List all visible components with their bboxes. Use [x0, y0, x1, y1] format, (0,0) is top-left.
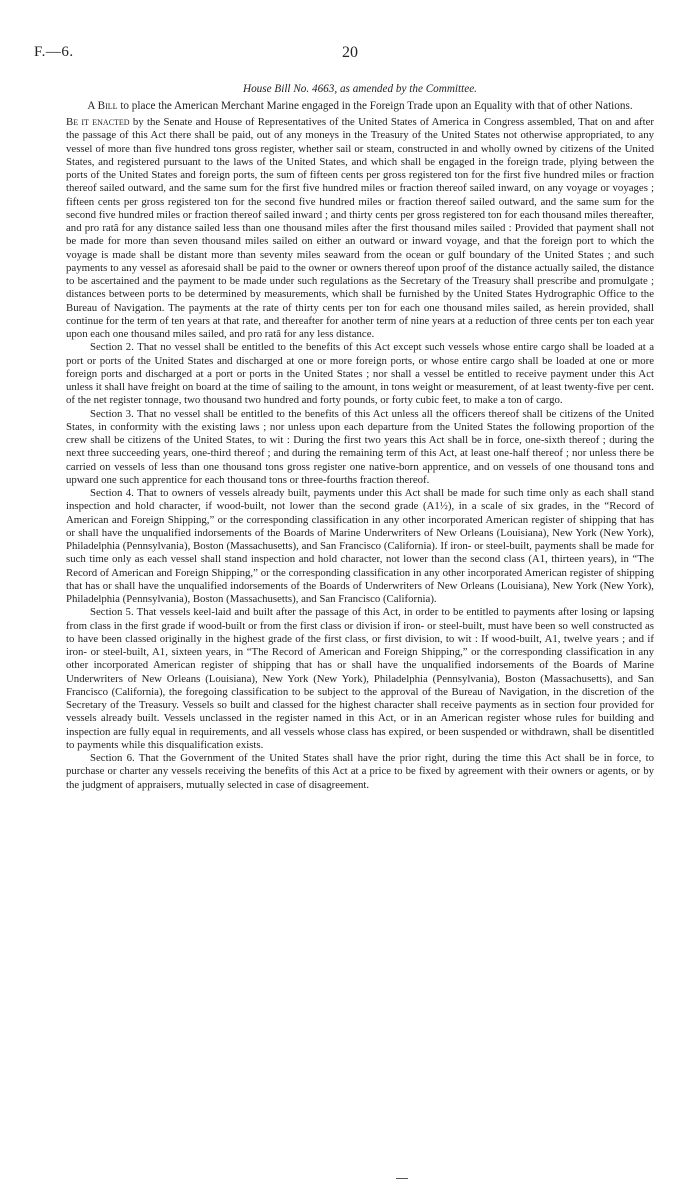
enacting-clause: Be it enacted [66, 116, 130, 128]
bill-title [66, 99, 654, 114]
page-number: 20 [342, 44, 358, 61]
bill-caption: House Bill No. 4663, as amended by the Committee. [243, 83, 477, 95]
section-5: Section 5. That vessels keel-laid and built after the passage of this Act, in order to be entitled to payments after losing or lapsing from class in the first grade if wood-built or from the first class or division if iron- or steel-built, must have been so well constructed as to have been classed originally in the highest grade of the first class, or first division, to wit : If wood-built, A1, twelve years ; and if iron- or steel-built, A1, sixteen years, in “The Record of American and Foreign Shipping,” or the corresponding classification in any other incorporated American register of shipping that has or shall have the unqualified indorsements of the Boards of Marine Underwriters of New Orleans (Louisiana), New York (New York), Philadelphia (Pennsylvania), Boston (Massachusetts), and San Francisco (California), the foregoing classification to be subject to the approval of the Bureau of Navigation, in the discretion of the Secretary of the Treasury. Vessels so built and classed for the highest character shall receive payments as in section four provided for vessels already built. Vessels unclassed in the register named in this Act, or in an American register whose rules for building and inspection are fully equal in requirements, and all vessels whose class has expired, or been suspended or withdrawn, shall be disentitled to payments while this disqualification exists. [66, 606, 654, 751]
section-1-text: by the Senate and House of Representatives of the United States of America in Congress assembled, That on and after the passage of this Act there shall be paid, out of any moneys in the Treasury of the United States not otherwise appropriated, to any vessel of more than five hundred tons gross register, whether sail or steam, constructed in and wholly owned by citizens of the United States, and registered pursuant to the laws of the United States, and which shall be engaged in the foreign trade, plying between the ports of the United States and foreign ports, the sum of fifteen cents per gross registered ton for the first five hundred miles or fraction thereof sailed outward, and the same sum for the first five hundred miles or fraction thereof sailed inward, on any voyage or voyages ; fifteen cents per gross registered ton for the second five hundred miles or fraction thereof sailed outward, and the same sum for the second five hundred miles or fraction thereof sailed inward ; and thirty cents per gross registered ton for each thousand miles thereafter, and pro ratâ for any distance sailed less than one thousand miles after the first thousand miles sailed : Provided that payment shall not be made for more than seven thousand miles sailed on either an outward or inward voyage, and that the foreign port to which the voyage is made shall be distant more than seventy miles seaward from the ocean or gulf boundary of the United States ; and such payments to any vessel as aforesaid shall be paid to the owner or owners thereof upon proof of the distance actually sailed, the distance to be ascertained and the payment to be made under such regulations as the Secretary of the Treasury shall prescribe and promulgate ; distances between ports to be determined by measurements, which shall be furnished by the United States Hydrographic Office to the Bureau of Navigation. The payments at the rate of thirty cents per ton for each one thousand miles sailed, as herein provided, shall continue for the term of ten years at that rate, and thereafter for another term of nine years at a reduction of three cents per ton each year upon each one thousand miles sailed, and pro ratâ for any less distance. [66, 116, 654, 340]
section-3: Section 3. That no vessel shall be entitled to the benefits of this Act unless all the officers thereof shall be citizens of the United States, in conformity with the existing laws ; nor unless upon each departure from the United States the following proportion of the crew shall be citizens of the United States, to wit : During the first two years this Act shall be in force, one-sixth thereof ; during the next three succeeding years, one-third thereof ; and during the remaining term of this Act, at least one-half thereof ; nor unless there be carried on vessels of less than one thousand tons gross register one native-born apprentice, and on vessels of one thousand tons and upward one such apprentice for each thousand tons or three-fourths fraction thereof. [66, 407, 654, 486]
enacting-paragraph [66, 116, 654, 341]
document-reference: F.—6. [34, 44, 74, 60]
bill-text [66, 82, 654, 792]
section-6: Section 6. That the Government of the United States shall have the prior right, during the time this Act shall be in force, to purchase or charter any vessels receiving the benefits of this Act at a price to be fixed by agreement with their owners or agents, or by the judgment of appraisers, mutually selected in case of disagreement. [66, 752, 654, 791]
section-4: Section 4. That to owners of vessels already built, payments under this Act shall be made for such time only as each shall stand inspection and hold character, if wood-built, not lower than the second grade (A1½), in a scale of six grades, in the “Record of American and Foreign Shipping,” or the corresponding classification in any other incorporated American register of shipping that has or shall have the unqualified indorsements of the Boards of Marine Underwriters of New Orleans (Louisiana), New York (New York), Philadelphia (Pennsylvania), Boston (Massachusetts), and San Francisco (California). If iron- or steel-built, payments shall be made for such time only as each vessel shall stand inspection and hold character, not lower than the second class (A1, thirteen years), in “The Record of American and Foreign Shipping,” or the corresponding classification in any other incorporated American register of shipping that has or shall have the unqualified indorsements of the Boards of Underwriters of New Orleans (Louisiana), New York (New York), Philadelphia (Pennsylvania), Boston (Massachusetts), and San Francisco (California). [66, 487, 654, 605]
bill-title-rest: to place the American Merchant Marine engaged in the Foreign Trade upon an Equality with that of other Nations. [120, 100, 633, 112]
bill-title-lead: A Bill [87, 100, 118, 112]
footer-mark [396, 1178, 408, 1179]
page-header [34, 44, 666, 66]
section-2: Section 2. That no vessel shall be entitled to the benefits of this Act except such vessels whose entire cargo shall be loaded at a port or ports of the United States and discharged at one or more foreign ports, or whose entire cargo shall be loaded at one or more foreign ports and discharged at a port or ports in the United States ; nor shall a vessel be entitled to receive payment under this Act unless it shall have freight on board at the time of sailing to the amount, in tons weight or measurement, of at least twenty-five per cent. of the net register tonnage, two thousand two hundred and forty pounds, or forty cubic feet, to make a ton of cargo. [66, 341, 654, 407]
